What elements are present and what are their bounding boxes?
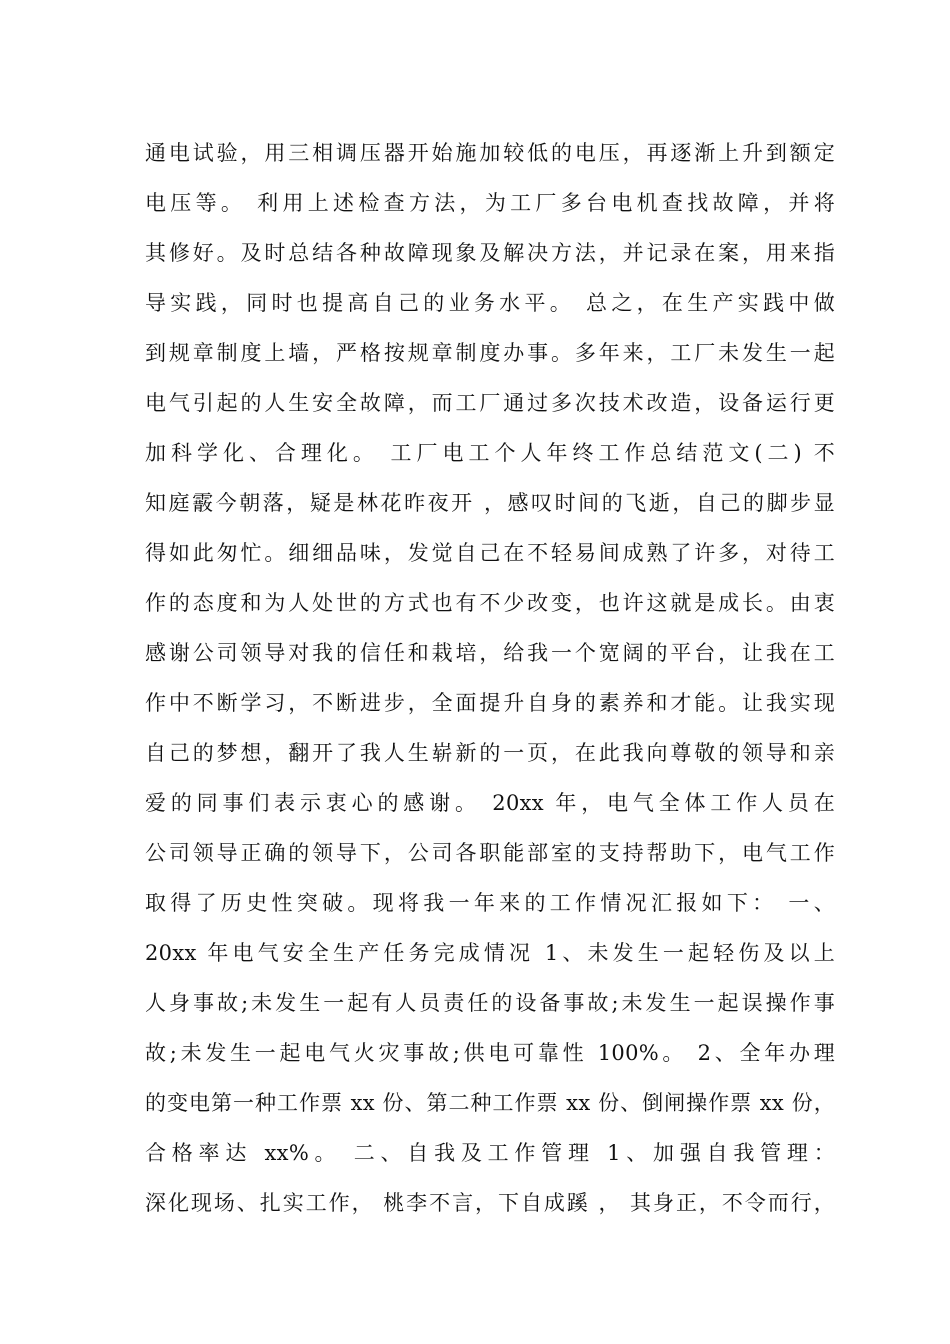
text-line: 作中不断学习，不断进步，全面提升自身的素养和才能。让我实现: [145, 691, 835, 715]
text-line: 作的态度和为人处世的方式也有不少改变，也许这就是成长。由衷: [145, 591, 835, 615]
text-line: 到规章制度上墙，严格按规章制度办事。多年来，工厂未发生一起: [145, 341, 835, 365]
body-text: [145, 128, 835, 1228]
text-line: 导实践，同时也提高自己的业务水平。 总之，在生产实践中做: [145, 291, 835, 315]
text-line: 电压等。 利用上述检查方法，为工厂多台电机查找故障，并将: [145, 191, 835, 215]
text-line: 的变电第一种工作票 xx 份、第二种工作票 xx 份、倒闸操作票 xx 份，: [145, 1091, 835, 1115]
text-line: 加科学化、合理化。 工厂电工个人年终工作总结范文(二) 不: [145, 441, 835, 465]
text-line: 电气引起的人生安全故障，而工厂通过多次技术改造，设备运行更: [145, 391, 835, 415]
text-line: 20xx 年电气安全生产任务完成情况 1、未发生一起轻伤及以上: [145, 941, 835, 965]
text-line: 感谢公司领导对我的信任和栽培，给我一个宽阔的平台，让我在工: [145, 641, 835, 665]
text-line: 深化现场、扎实工作， 桃李不言，下自成蹊 ， 其身正，不令而行，: [145, 1191, 835, 1215]
text-line: 得如此匆忙。细细品味，发觉自己在不轻易间成熟了许多，对待工: [145, 541, 835, 565]
text-line: 故;未发生一起电气火灾事故;供电可靠性 100%。 2、全年办理: [145, 1041, 835, 1065]
text-line: 其修好。及时总结各种故障现象及解决方法，并记录在案，用来指: [145, 241, 835, 265]
text-line: 取得了历史性突破。现将我一年来的工作情况汇报如下： 一、: [145, 891, 835, 915]
text-line: 知庭霰今朝落，疑是林花昨夜开 ，感叹时间的飞逝，自己的脚步显: [145, 491, 835, 515]
text-line: 合格率达 xx%。 二、自我及工作管理 1、加强自我管理：: [145, 1141, 835, 1165]
text-line: 公司领导正确的领导下，公司各职能部室的支持帮助下，电气工作: [145, 841, 835, 865]
text-line: 自己的梦想，翻开了我人生崭新的一页，在此我向尊敬的领导和亲: [145, 741, 835, 765]
text-line: 爱的同事们表示衷心的感谢。 20xx 年，电气全体工作人员在: [145, 791, 835, 815]
text-line: 人身事故;未发生一起有人员责任的设备事故;未发生一起误操作事: [145, 991, 835, 1015]
text-line: 通电试验，用三相调压器开始施加较低的电压，再逐渐上升到额定: [145, 141, 835, 165]
